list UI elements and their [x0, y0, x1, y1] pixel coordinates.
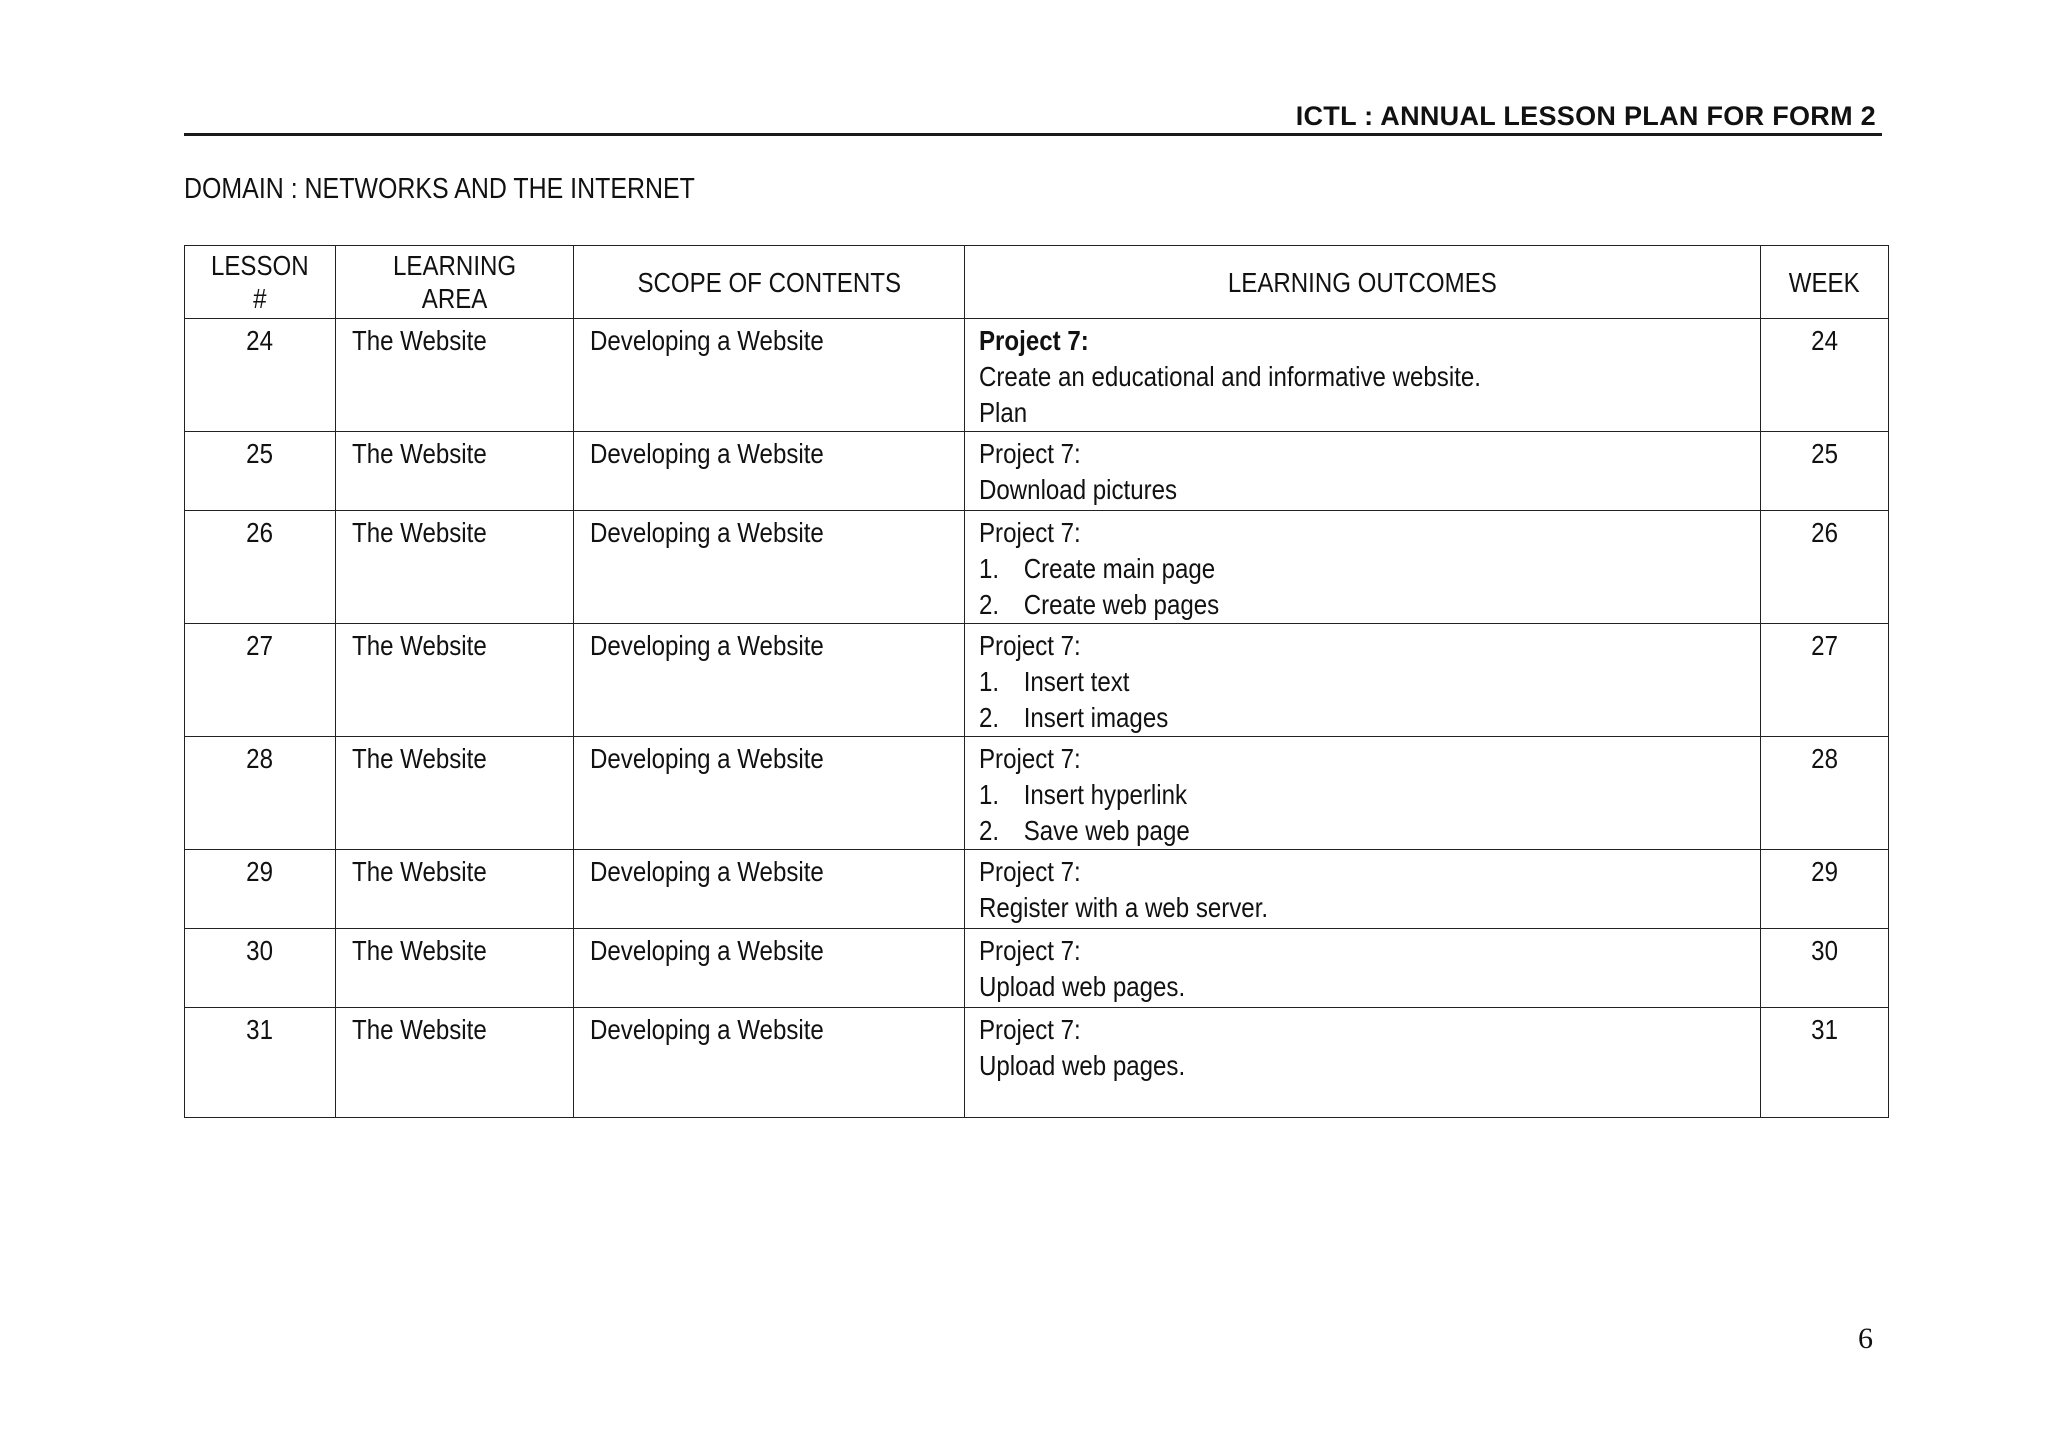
outcome-line: Download pictures	[979, 474, 1178, 505]
table-row	[185, 511, 1889, 624]
project-label: Project 7:	[979, 517, 1081, 548]
scope-cell-text: Developing a Website	[590, 1014, 824, 1045]
lesson-number-cell	[185, 1008, 336, 1118]
learning-area-cell-text: The Website	[352, 1014, 487, 1045]
scope-cell-text: Developing a Website	[590, 743, 824, 774]
project-label: Project 7:	[979, 630, 1081, 661]
scope-cell	[574, 511, 965, 624]
list-item-number: 1.	[979, 779, 1000, 810]
week-cell	[1761, 850, 1889, 929]
learning-area-cell-text: The Website	[352, 517, 487, 548]
project-label: Project 7:	[979, 856, 1081, 887]
scope-cell-text: Developing a Website	[590, 438, 824, 469]
week-cell	[1761, 929, 1889, 1008]
week-cell-text: 27	[1811, 630, 1838, 661]
learning-outcomes-cell	[965, 737, 1761, 850]
learning-area-cell-text: The Website	[352, 935, 487, 966]
learning-outcomes-cell	[965, 850, 1761, 929]
outcome-list-item	[979, 587, 1219, 623]
column-header-week	[1761, 246, 1889, 319]
column-header-area-line2: AREA	[421, 283, 488, 314]
lesson-number-cell-text: 24	[246, 325, 274, 356]
week-cell-text: 25	[1811, 438, 1838, 469]
column-header-area-line1: LEARNING	[392, 250, 517, 281]
table-row	[185, 1008, 1889, 1118]
learning-outcomes-cell	[965, 1008, 1761, 1118]
scope-cell-text: Developing a Website	[590, 856, 824, 887]
lesson-number-cell	[185, 511, 336, 624]
learning-outcomes-cell	[965, 432, 1761, 511]
project-label: Project 7:	[979, 325, 1089, 356]
learning-outcomes-cell	[965, 929, 1761, 1008]
table-row	[185, 319, 1889, 432]
learning-area-cell	[336, 1008, 574, 1118]
learning-outcomes-cell	[965, 624, 1761, 737]
column-header-scope-label: SCOPE OF CONTENTS	[637, 266, 901, 298]
learning-area-cell-text: The Website	[352, 743, 487, 774]
scope-cell	[574, 319, 965, 432]
outcome-list-item	[979, 813, 1190, 849]
week-cell	[1761, 737, 1889, 850]
project-label: Project 7:	[979, 935, 1081, 966]
page-header	[184, 100, 1882, 136]
list-item-text: Insert images	[1023, 702, 1169, 733]
week-cell-text: 31	[1811, 1014, 1838, 1045]
lesson-number-cell-text: 26	[246, 517, 274, 548]
lesson-number-cell	[185, 319, 336, 432]
lesson-number-cell-text: 31	[246, 1014, 274, 1045]
list-item-text: Save web page	[1023, 815, 1190, 846]
lesson-number-cell	[185, 737, 336, 850]
week-cell-text: 30	[1811, 935, 1838, 966]
lesson-number-cell	[185, 432, 336, 511]
lesson-number-cell-text: 27	[246, 630, 274, 661]
lesson-number-cell	[185, 850, 336, 929]
column-header-lesson-line2: #	[253, 283, 267, 314]
week-cell	[1761, 1008, 1889, 1118]
learning-area-cell	[336, 432, 574, 511]
learning-area-cell	[336, 511, 574, 624]
column-header-outcomes-label: LEARNING OUTCOMES	[1228, 266, 1497, 298]
scope-cell	[574, 432, 965, 511]
table-row	[185, 929, 1889, 1008]
outcome-list-item	[979, 664, 1168, 700]
table-row	[185, 432, 1889, 511]
learning-area-cell	[336, 737, 574, 850]
learning-area-cell	[336, 929, 574, 1008]
project-label: Project 7:	[979, 1014, 1081, 1045]
outcome-line: Upload web pages.	[979, 1050, 1186, 1081]
domain-title: DOMAIN : NETWORKS AND THE INTERNET	[184, 173, 695, 205]
week-cell-text: 29	[1811, 856, 1838, 887]
scope-cell	[574, 1008, 965, 1118]
scope-cell	[574, 850, 965, 929]
table-row	[185, 850, 1889, 929]
learning-area-cell	[336, 850, 574, 929]
lesson-plan-table	[184, 245, 1889, 1118]
week-cell-text: 28	[1811, 743, 1838, 774]
lesson-number-cell-text: 25	[246, 438, 274, 469]
learning-area-cell	[336, 319, 574, 432]
outcome-list-item	[979, 777, 1190, 813]
scope-cell	[574, 737, 965, 850]
lesson-number-cell-text: 29	[246, 856, 274, 887]
week-cell	[1761, 319, 1889, 432]
outcome-list-item	[979, 700, 1168, 736]
list-item-text: Insert text	[1023, 666, 1130, 697]
scope-cell	[574, 929, 965, 1008]
lesson-number-cell-text: 30	[246, 935, 274, 966]
week-cell-text: 26	[1811, 517, 1838, 548]
scope-cell-text: Developing a Website	[590, 630, 824, 661]
scope-cell-text: Developing a Website	[590, 935, 824, 966]
scope-cell-text: Developing a Website	[590, 517, 824, 548]
outcome-line: Create an educational and informative website.	[979, 361, 1481, 392]
learning-area-cell-text: The Website	[352, 630, 487, 661]
list-item-number: 2.	[979, 589, 1000, 620]
week-cell	[1761, 511, 1889, 624]
week-cell	[1761, 624, 1889, 737]
column-header-lesson	[185, 246, 336, 319]
learning-area-cell-text: The Website	[352, 325, 487, 356]
list-item-text: Insert hyperlink	[1023, 779, 1188, 810]
outcome-line: Plan	[979, 397, 1028, 428]
list-item-text: Create main page	[1023, 553, 1216, 584]
scope-cell-text: Developing a Website	[590, 325, 824, 356]
table-body	[185, 319, 1889, 1118]
project-label: Project 7:	[979, 438, 1081, 469]
list-item-number: 2.	[979, 702, 1000, 733]
document-title: ICTL : ANNUAL LESSON PLAN FOR FORM 2	[1295, 101, 1876, 131]
column-header-outcomes	[965, 246, 1761, 319]
column-header-lesson-line1: LESSON	[211, 250, 309, 281]
list-item-number: 2.	[979, 815, 1000, 846]
week-cell-text: 24	[1811, 325, 1838, 356]
scope-cell	[574, 624, 965, 737]
table-row	[185, 737, 1889, 850]
lesson-number-cell-text: 28	[246, 743, 274, 774]
lesson-number-cell	[185, 624, 336, 737]
learning-outcomes-cell	[965, 511, 1761, 624]
list-item-text: Create web pages	[1023, 589, 1220, 620]
learning-area-cell-text: The Website	[352, 856, 487, 887]
learning-outcomes-cell	[965, 319, 1761, 432]
table-header-row	[185, 246, 1889, 319]
lesson-number-cell	[185, 929, 336, 1008]
learning-area-cell-text: The Website	[352, 438, 487, 469]
list-item-number: 1.	[979, 666, 1000, 697]
page-number: 6	[1858, 1322, 1873, 1355]
column-header-week-label: WEEK	[1789, 266, 1860, 298]
project-label: Project 7:	[979, 743, 1081, 774]
table-row	[185, 624, 1889, 737]
week-cell	[1761, 432, 1889, 511]
outcome-line: Register with a web server.	[979, 892, 1269, 923]
outcome-list-item	[979, 551, 1219, 587]
outcome-line: Upload web pages.	[979, 971, 1186, 1002]
column-header-scope	[574, 246, 965, 319]
learning-area-cell	[336, 624, 574, 737]
list-item-number: 1.	[979, 553, 1000, 584]
column-header-learning-area	[336, 246, 574, 319]
